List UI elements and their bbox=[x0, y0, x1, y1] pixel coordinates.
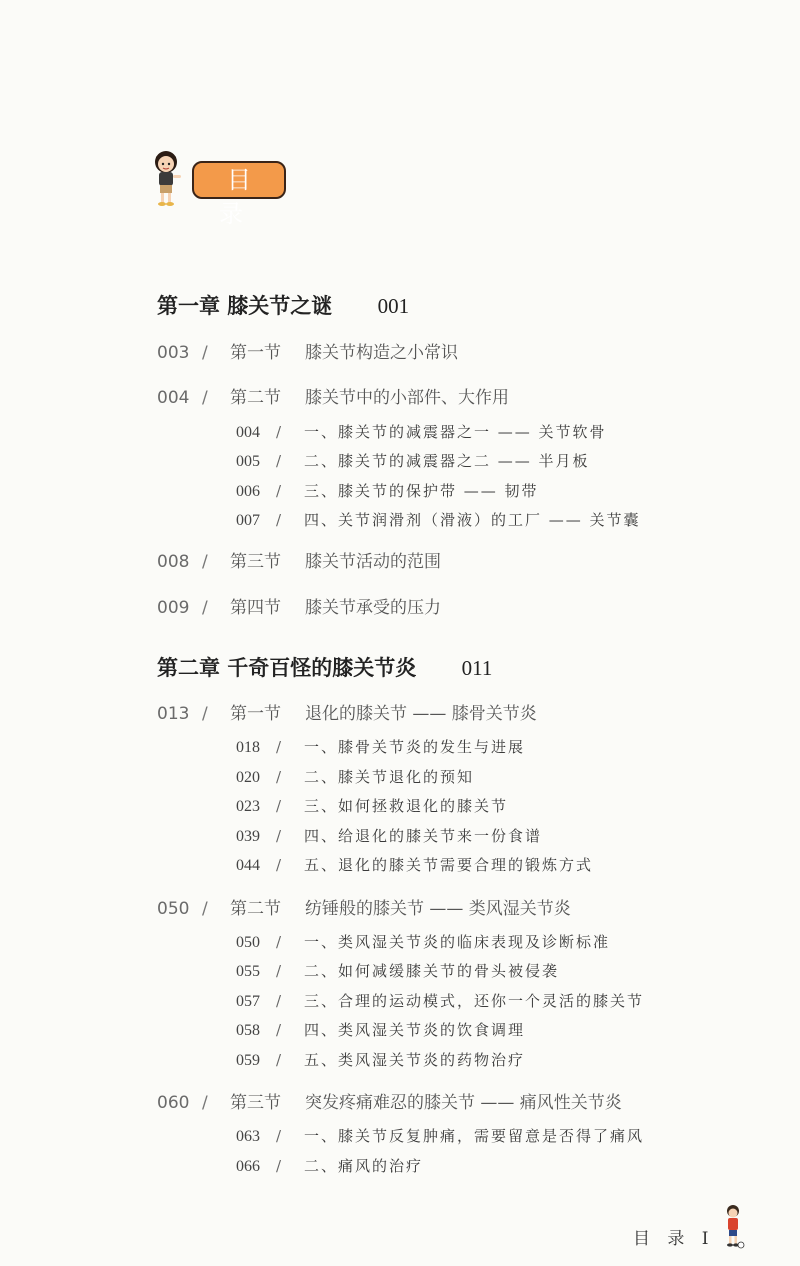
subsection-title: 四、给退化的膝关节来一份食谱 bbox=[304, 827, 543, 845]
section-page: 060 bbox=[157, 1093, 190, 1113]
subsection-title: 四、关节润滑剂（滑液）的工厂 —— 关节囊 bbox=[304, 511, 641, 529]
separator: / bbox=[276, 827, 282, 845]
subsection-entry[interactable] bbox=[236, 795, 508, 816]
boy-mascot-icon bbox=[720, 1203, 746, 1249]
separator: / bbox=[202, 598, 208, 618]
separator: / bbox=[276, 962, 282, 980]
subsection-entry[interactable] bbox=[236, 421, 607, 442]
subsection-entry[interactable] bbox=[236, 1125, 644, 1146]
separator: / bbox=[276, 933, 282, 951]
subsection-entry[interactable] bbox=[236, 480, 539, 501]
subsection-title: 三、膝关节的保护带 —— 韧带 bbox=[304, 482, 539, 500]
subsection-entry[interactable] bbox=[236, 1019, 525, 1040]
subsection-title: 一、膝关节反复肿痛，需要留意是否得了痛风 bbox=[304, 1127, 645, 1145]
separator: / bbox=[276, 768, 282, 786]
chapter-1-entry[interactable] bbox=[157, 290, 409, 320]
separator: / bbox=[276, 738, 282, 756]
subsection-page: 058 bbox=[236, 1022, 260, 1039]
section-entry[interactable] bbox=[157, 699, 537, 724]
subsection-title: 四、类风湿关节炎的饮食调理 bbox=[304, 1021, 526, 1039]
subsection-entry[interactable] bbox=[236, 854, 593, 875]
subsection-page: 005 bbox=[236, 453, 260, 470]
separator: / bbox=[202, 343, 208, 363]
separator: / bbox=[202, 899, 208, 919]
separator: / bbox=[202, 704, 208, 724]
subsection-page: 020 bbox=[236, 769, 260, 786]
page-footer-label: 目 录 I bbox=[633, 1229, 715, 1249]
girl-mascot-icon bbox=[148, 148, 188, 208]
section-number: 第三节 bbox=[230, 552, 281, 572]
subsection-entry[interactable] bbox=[236, 766, 474, 787]
section-title: 突发疼痛难忍的膝关节 —— 痛风性关节炎 bbox=[305, 1093, 622, 1113]
subsection-title: 五、退化的膝关节需要合理的锻炼方式 bbox=[304, 856, 594, 874]
section-title: 退化的膝关节 —— 膝骨关节炎 bbox=[305, 704, 537, 724]
section-title: 膝关节中的小部件、大作用 bbox=[305, 388, 509, 408]
subsection-entry[interactable] bbox=[236, 450, 590, 471]
section-title: 膝关节承受的压力 bbox=[305, 598, 441, 618]
subsection-entry[interactable] bbox=[236, 825, 542, 846]
separator: / bbox=[276, 423, 282, 441]
subsection-title: 三、合理的运动模式，还你一个灵活的膝关节 bbox=[304, 992, 645, 1010]
subsection-title: 二、膝关节的减震器之二 —— 半月板 bbox=[304, 452, 590, 470]
separator: / bbox=[276, 1157, 282, 1175]
subsection-title: 一、膝骨关节炎的发生与进展 bbox=[304, 738, 526, 756]
section-entry[interactable] bbox=[157, 1088, 622, 1113]
chapter-2-entry[interactable] bbox=[157, 652, 492, 682]
section-entry[interactable] bbox=[157, 593, 441, 618]
subsection-entry[interactable] bbox=[236, 509, 641, 530]
subsection-page: 057 bbox=[236, 993, 260, 1010]
separator: / bbox=[276, 511, 282, 529]
subsection-page: 050 bbox=[236, 934, 260, 951]
separator: / bbox=[276, 1051, 282, 1069]
section-page: 009 bbox=[157, 598, 190, 618]
section-title: 膝关节构造之小常识 bbox=[305, 343, 458, 363]
section-number: 第一节 bbox=[230, 704, 281, 724]
separator: / bbox=[276, 797, 282, 815]
section-title: 膝关节活动的范围 bbox=[305, 552, 441, 572]
separator: / bbox=[276, 482, 282, 500]
subsection-title: 五、类风湿关节炎的药物治疗 bbox=[304, 1051, 526, 1069]
section-entry[interactable] bbox=[157, 338, 458, 363]
subsection-title: 三、如何拯救退化的膝关节 bbox=[304, 797, 509, 815]
separator: / bbox=[276, 992, 282, 1010]
separator: / bbox=[276, 856, 282, 874]
subsection-title: 一、类风湿关节炎的临床表现及诊断标准 bbox=[304, 933, 611, 951]
section-page: 013 bbox=[157, 704, 190, 724]
subsection-title: 二、如何减缓膝关节的骨头被侵袭 bbox=[304, 962, 560, 980]
subsection-page: 059 bbox=[236, 1052, 260, 1069]
subsection-entry[interactable] bbox=[236, 931, 610, 952]
subsection-title: 二、膝关节退化的预知 bbox=[304, 768, 475, 786]
subsection-entry[interactable] bbox=[236, 1049, 525, 1070]
toc-title: 目 录 bbox=[192, 161, 286, 199]
chapter-page: 001 bbox=[377, 294, 410, 318]
section-page: 050 bbox=[157, 899, 190, 919]
subsection-page: 004 bbox=[236, 424, 260, 441]
subsection-page: 066 bbox=[236, 1158, 260, 1175]
subsection-title: 一、膝关节的减震器之一 —— 关节软骨 bbox=[304, 423, 607, 441]
separator: / bbox=[276, 1127, 282, 1145]
section-entry[interactable] bbox=[157, 547, 441, 572]
subsection-entry[interactable] bbox=[236, 1155, 423, 1176]
subsection-page: 063 bbox=[236, 1128, 260, 1145]
separator: / bbox=[202, 1093, 208, 1113]
section-number: 第四节 bbox=[230, 598, 281, 618]
subsection-page: 006 bbox=[236, 483, 260, 500]
subsection-page: 023 bbox=[236, 798, 260, 815]
section-number: 第二节 bbox=[230, 388, 281, 408]
subsection-entry[interactable] bbox=[236, 960, 559, 981]
subsection-page: 055 bbox=[236, 963, 260, 980]
chapter-page: 011 bbox=[461, 656, 493, 680]
subsection-page: 044 bbox=[236, 857, 260, 874]
subsection-page: 018 bbox=[236, 739, 260, 756]
subsection-page: 007 bbox=[236, 512, 260, 529]
section-page: 004 bbox=[157, 388, 190, 408]
separator: / bbox=[276, 1021, 282, 1039]
section-entry[interactable] bbox=[157, 383, 509, 408]
section-page: 003 bbox=[157, 343, 190, 363]
section-title: 纺锤般的膝关节 —— 类风湿关节炎 bbox=[305, 899, 571, 919]
section-page: 008 bbox=[157, 552, 190, 572]
section-number: 第二节 bbox=[230, 899, 281, 919]
subsection-page: 039 bbox=[236, 828, 260, 845]
section-number: 第一节 bbox=[230, 343, 281, 363]
chapter-title: 第二章 千奇百怪的膝关节炎 bbox=[157, 655, 417, 680]
subsection-entry[interactable] bbox=[236, 990, 644, 1011]
section-entry[interactable] bbox=[157, 894, 571, 919]
chapter-title: 第一章 膝关节之谜 bbox=[157, 293, 333, 318]
separator: / bbox=[202, 552, 208, 572]
subsection-entry[interactable] bbox=[236, 736, 525, 757]
separator: / bbox=[276, 452, 282, 470]
separator: / bbox=[202, 388, 208, 408]
subsection-title: 二、痛风的治疗 bbox=[304, 1157, 424, 1175]
section-number: 第三节 bbox=[230, 1093, 281, 1113]
